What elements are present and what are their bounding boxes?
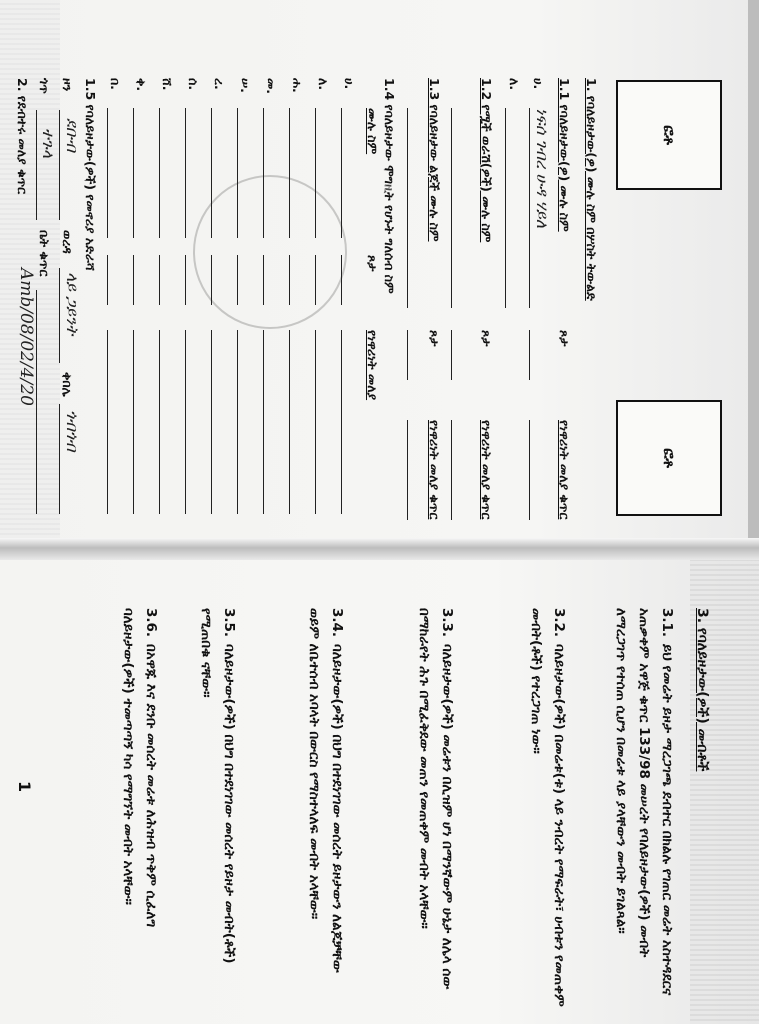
fill-line: [315, 255, 316, 305]
rights-paragraph: [524, 608, 570, 1008]
page-edge: [748, 0, 759, 548]
woreda-label: ወረዳ: [60, 230, 75, 254]
fill-line: [36, 110, 37, 220]
rights-paragraph: [412, 608, 458, 1008]
field-1-4-label: 1.4 የባለይዞታው ሞግዚት የሆኑት ግለሰብ ስም: [382, 78, 397, 294]
photo-box-left: [616, 80, 722, 190]
photo-label: ፎቶ: [660, 125, 678, 145]
fill-line: [289, 108, 290, 238]
fill-line: [341, 108, 342, 238]
field-1-5-label: 1.5 የባለይዞታው(ዎች) የመኖሪያ አድራሻ: [83, 78, 98, 271]
fill-line: [505, 108, 506, 308]
fill-line: [451, 108, 452, 308]
paragraph-number: 3.6.: [143, 608, 159, 638]
fill-line: [237, 330, 238, 514]
row-marker: ሀ.: [342, 78, 357, 90]
fill-line: [159, 330, 160, 514]
fill-line: [529, 330, 530, 380]
fill-line: [107, 255, 108, 305]
fill-line: [407, 420, 408, 520]
paragraph-text: ባለይዞታው(ዎች) መሬቱን በሊዝም ሆነ በማንኛውም ሁኔታ ለሌላ ሰው በማከራየት ሕጉ በሚፈቅደው መጠን የመጠቀም መብት አላቸው።: [416, 608, 455, 990]
section-2-label: 2. የደብተሩ መለያ ቁጥር: [15, 78, 30, 195]
field-1-2-label: 1.2 የሟች ወራሽ(ዎች) ሙሉ ስም: [479, 78, 494, 243]
row-marker: በ.: [108, 78, 123, 90]
fill-line: [315, 108, 316, 238]
row-marker: ሰ.: [186, 78, 201, 91]
row-marker: መ.: [264, 78, 279, 95]
got-label: ጎጥ: [37, 78, 52, 94]
fill-line: [185, 255, 186, 305]
field-1-1-label: 1.1 የባለይዞታው(ዎ) ሙሉ ስም: [557, 78, 572, 232]
page-number: 1: [15, 781, 34, 793]
row-marker: ቀ.: [134, 78, 149, 92]
paragraph-text: በአዋጁ እና ደንቡ መሰረት መሬቱ ለሕዝብ ጥቅም ሲፈለግ ባለይዞታው(ዎች) ተመጣጣኝ ካሳ የማግኘት መብት አላቸው።: [120, 608, 159, 928]
paragraph-text: ባለይዞታው(ዎች) በህግ በተደነገገው መሰረት የይዞታ መብት(ቶች) የሚጠበቁ ናቸው።: [198, 608, 237, 964]
fill-line: [133, 330, 134, 514]
paragraph-number: 3.3.: [439, 608, 455, 638]
row-marker: ሐ.: [290, 78, 305, 93]
kebele-label: ቀበሌ: [60, 372, 75, 397]
holder-info-page: [12, 0, 742, 545]
field-1-1-sex-label: ጾታ: [557, 330, 572, 347]
row-marker: ለ.: [507, 78, 522, 91]
photo-label: ፎቶ: [660, 448, 678, 468]
field-1-3-sex-label: ጾታ: [427, 330, 442, 347]
fill-line: [59, 404, 60, 514]
fill-line: [341, 255, 342, 305]
fill-line: [159, 255, 160, 305]
fill-line: [133, 108, 134, 238]
fill-line: [107, 330, 108, 514]
fill-line: [263, 255, 264, 305]
fill-line: [263, 330, 264, 514]
paragraph-number: 3.2.: [551, 608, 567, 638]
paragraph-number: 3.1.: [659, 608, 675, 638]
fill-line: [159, 108, 160, 238]
rights-paragraph: [116, 608, 162, 1008]
row-marker: ለ.: [316, 78, 331, 91]
fill-line: [451, 420, 452, 520]
paragraph-number: 3.4.: [329, 608, 345, 638]
fill-line: [407, 108, 408, 308]
rights-paragraph: [302, 608, 348, 1008]
row-marker: ሠ.: [238, 78, 253, 93]
stamp-seal: [193, 175, 347, 329]
paragraph-text: ባለይዞታው(ዎች) በህግ በተደነገገው መሰረት ይዞታውን ለልጆቻቸው ወይም ለቤተሰብ አባላት በውርስ የማስተላለፍ መብት አላቸው።: [306, 608, 345, 973]
kebele-value: ጎብጎብ: [63, 410, 82, 452]
field-1-4-id-label: የነዋሪነት መለያ: [365, 330, 380, 401]
fill-line: [529, 108, 530, 308]
row-marker: ሸ.: [160, 78, 175, 91]
fill-line: [341, 330, 342, 514]
woreda-value: ላይ ጋይንት: [63, 272, 82, 336]
paragraph-number: 3.5.: [221, 608, 237, 638]
fill-line: [185, 108, 186, 238]
zone-label: ዞን: [60, 78, 75, 92]
row-marker: ሀ.: [531, 78, 546, 90]
fill-line: [107, 108, 108, 238]
section-3-heading: 3. የባለይዞታው(ዎች) መብቶች: [694, 608, 710, 772]
zone-value: ደቡብ: [63, 118, 82, 152]
fill-line: [407, 330, 408, 380]
field-1-1-id-label: የነዋሪነት መለያ ቁጥር: [557, 420, 572, 520]
fill-line: [211, 108, 212, 238]
fill-line: [59, 110, 60, 220]
fill-line: [185, 330, 186, 514]
field-1-2-id-label: የነዋሪነት መለያ ቁጥር: [479, 420, 494, 520]
paragraph-text: ባለይዞታው(ዎች) በመሬቱ(ቱ) ላይ ንብረት የማፍራት፣ ሀብቱን የመጠቀም መብት(ቶች) የተረጋገጠ ነው።: [528, 608, 567, 1007]
holder-rights-page: [10, 556, 740, 1016]
field-1-2-sex-label: ጾታ: [479, 330, 494, 347]
fill-line: [59, 268, 60, 363]
field-1-4-name-label: ሙሉ ስም: [365, 108, 380, 155]
fill-line: [133, 255, 134, 305]
fill-line: [36, 290, 37, 514]
fill-line: [315, 330, 316, 514]
fill-line: [289, 330, 290, 514]
handwritten-holder-name: ነፍሰ ገብረ ሁዳ ሃይለ: [533, 108, 552, 229]
row-marker: ረ.: [212, 78, 227, 90]
field-1-3-label: 1.3 የባለይዞታው ልጆች ሙሉ ስም: [427, 78, 442, 242]
field-1-3-id-label: የነዋሪነት መለያ ቁጥር: [427, 420, 442, 520]
field-1-4-sex-label: ጾታ: [365, 255, 380, 272]
fill-line: [211, 330, 212, 514]
fill-line: [289, 255, 290, 305]
fill-line: [529, 420, 530, 520]
got-value: ተጉላ: [39, 128, 58, 159]
fill-line: [451, 330, 452, 380]
photo-box-right: [616, 400, 722, 516]
fill-line: [237, 255, 238, 305]
book-id-number: Amb/08/02/4/20: [16, 268, 36, 406]
fill-line: [263, 108, 264, 238]
rights-paragraph: [194, 608, 240, 1008]
fill-line: [237, 108, 238, 238]
paragraph-text: ይህ የመሬት ይዞታ ማረጋገጫ ደብተር በክልሉ የገጠር መሬት አስተዳደርና አጠቃቀም አዋጅ ቁጥር 133/98 መሠረት የባለይዞታው(ዎች) መብት ለማረጋገጥ የተሰጠ ሲሆን በመሬቱ ላይ ያላቸውን መብት ይገልጻል።: [613, 608, 675, 996]
house-number-label: ቤት ቁጥር: [37, 230, 52, 277]
section-1-heading: 1. የባለይዞታው(ዎ) ሙሉ ስም በሦስት ትውልድ: [584, 78, 599, 301]
fill-line: [211, 255, 212, 305]
rights-paragraph: [609, 608, 678, 1008]
